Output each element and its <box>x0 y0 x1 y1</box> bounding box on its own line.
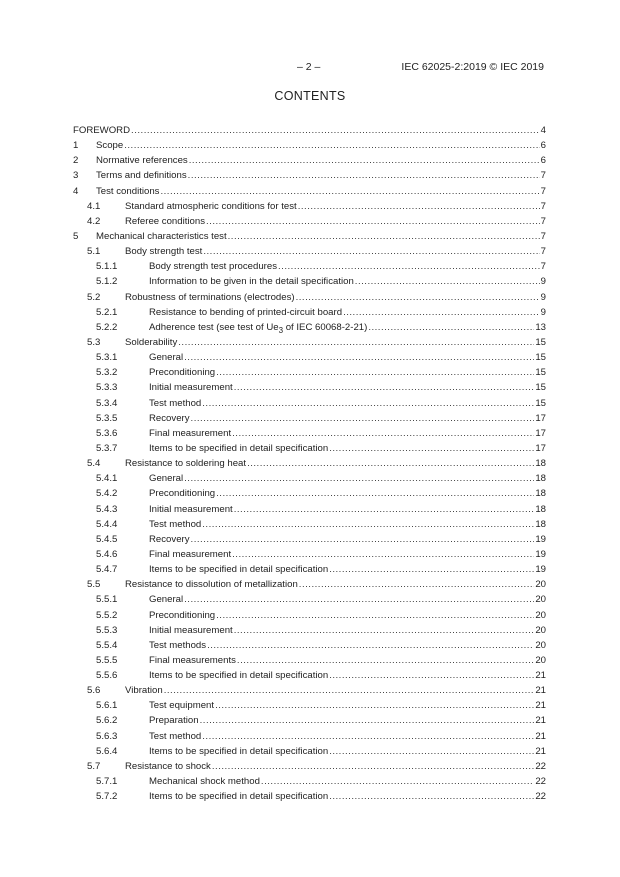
toc-entry-number: 5.6.1 <box>96 700 118 712</box>
toc-entry-page: 15 <box>535 336 546 348</box>
toc-entry-page: 18 <box>535 503 546 515</box>
toc-entry-title: Recovery <box>149 412 190 424</box>
toc-entry-title <box>149 321 367 337</box>
dot-leader <box>207 639 534 652</box>
page-header <box>0 61 620 75</box>
dot-leader <box>215 699 534 712</box>
toc-entry-number: 5.3.2 <box>96 367 118 379</box>
toc-entry[interactable] <box>73 381 546 396</box>
toc-entry-line <box>125 684 546 697</box>
toc-entry[interactable] <box>73 503 546 518</box>
toc-entry-title: General <box>149 352 184 364</box>
toc-entry[interactable] <box>73 169 546 184</box>
toc-entry[interactable] <box>73 669 546 684</box>
toc-entry-line <box>149 714 546 727</box>
dot-leader <box>343 306 540 319</box>
toc-entry-line <box>96 185 546 198</box>
toc-entry-subscript: 3 <box>278 325 284 335</box>
toc-entry-number: 5.5.5 <box>96 654 118 666</box>
toc-entry-page: 15 <box>535 382 546 394</box>
dot-leader <box>184 593 534 606</box>
toc-entry-line <box>149 412 546 425</box>
toc-entry-title: Resistance to dissolution of metallization <box>125 579 298 591</box>
toc-entry[interactable] <box>73 200 546 215</box>
toc-entry-number: 5.3.7 <box>96 442 118 454</box>
dot-leader <box>216 366 534 379</box>
toc-entry-page: 7 <box>540 246 546 258</box>
toc-entry-title-tail: of IEC 60068-2-21) <box>283 321 368 333</box>
toc-entry-page: 20 <box>535 594 546 606</box>
toc-entry-page: 21 <box>535 700 546 712</box>
toc-entry-page: 22 <box>535 760 546 772</box>
toc-entry-number: 5.5 <box>87 579 101 591</box>
dot-leader <box>329 745 534 758</box>
dot-leader <box>164 684 535 697</box>
toc-entry[interactable] <box>73 775 546 790</box>
toc-entry[interactable] <box>73 124 546 139</box>
toc-entry-page: 19 <box>535 533 546 545</box>
toc-entry-line <box>149 321 546 337</box>
toc-entry-page: 22 <box>535 776 546 788</box>
toc-entry-page: 20 <box>535 639 546 651</box>
toc-entry-title: Terms and definitions <box>96 170 187 182</box>
toc-entry[interactable] <box>73 230 546 245</box>
toc-entry[interactable] <box>73 397 546 412</box>
toc-entry-title: Initial measurement <box>149 624 233 636</box>
toc-entry-line <box>125 215 546 228</box>
toc-entry-number: 5.6.4 <box>96 745 118 757</box>
toc-entry[interactable] <box>73 351 546 366</box>
toc-entry-line <box>149 442 546 455</box>
toc-entry-line <box>125 245 546 258</box>
toc-entry-number: 5.4.3 <box>96 503 118 515</box>
toc-entry-page: 21 <box>535 745 546 757</box>
toc-entry-title: Vibration <box>125 685 163 697</box>
toc-entry-number: 5.6 <box>87 685 101 697</box>
toc-entry-line <box>149 624 546 637</box>
toc-entry-line <box>149 427 546 440</box>
toc-entry-title: Resistance to soldering heat <box>125 458 247 470</box>
toc-entry-title: Information to be given in the detail specification <box>149 276 354 288</box>
toc-entry-number: 5.3.6 <box>96 427 118 439</box>
dot-leader <box>131 124 540 137</box>
toc-entry-line <box>149 669 546 682</box>
toc-entry-title: Robustness of terminations (electrodes) <box>125 291 295 303</box>
toc-entry-page: 20 <box>535 609 546 621</box>
toc-entry[interactable] <box>73 518 546 533</box>
toc-entry-page: 19 <box>535 564 546 576</box>
toc-entry-title: Test methods <box>149 639 207 651</box>
toc-entry[interactable] <box>73 442 546 457</box>
toc-entry-line <box>149 639 546 652</box>
toc-entry[interactable] <box>73 684 546 699</box>
toc-entry-line <box>149 472 546 485</box>
toc-entry-page: 7 <box>540 200 546 212</box>
toc-entry-page: 18 <box>535 488 546 500</box>
toc-entry-number: 5.5.1 <box>96 594 118 606</box>
dot-leader <box>299 578 535 591</box>
toc-entry-title: Solderability <box>125 336 178 348</box>
toc-entry-title: Final measurement <box>149 548 232 560</box>
toc-entry-title: Normative references <box>96 155 188 167</box>
dot-leader <box>234 503 535 516</box>
toc-entry-number: 5.4 <box>87 458 101 470</box>
toc-entry-title: Test conditions <box>96 185 160 197</box>
toc-entry-line <box>149 593 546 606</box>
toc-entry-line <box>149 745 546 758</box>
toc-entry[interactable] <box>73 215 546 230</box>
toc-entry-page: 6 <box>540 155 546 167</box>
toc-entry-number: 5.3.1 <box>96 352 118 364</box>
toc-entry-number: 5.5.2 <box>96 609 118 621</box>
toc-entry[interactable] <box>73 639 546 654</box>
toc-entry-page: 4 <box>540 125 546 136</box>
toc-entry-line <box>73 124 546 137</box>
toc-entry-page: 21 <box>535 670 546 682</box>
dot-leader <box>234 624 535 637</box>
dot-leader <box>202 518 534 531</box>
toc-entry-number: 5.1.2 <box>96 276 118 288</box>
toc-entry-page: 18 <box>535 518 546 530</box>
toc-entry[interactable] <box>73 457 546 472</box>
toc-entry-title: Items to be specified in detail specification <box>149 564 329 576</box>
dot-leader <box>188 169 540 182</box>
toc-entry-title: Initial measurement <box>149 382 233 394</box>
toc-entry-title: FOREWORD <box>73 125 131 136</box>
toc-entry-number: 5.3.3 <box>96 382 118 394</box>
toc-entry-line <box>149 397 546 410</box>
toc-entry-page: 9 <box>540 291 546 303</box>
dot-leader <box>124 139 539 152</box>
toc-entry[interactable] <box>73 760 546 775</box>
toc-entry-page: 21 <box>535 730 546 742</box>
toc-entry-title: Test method <box>149 730 202 742</box>
toc-entry-title: Test method <box>149 518 202 530</box>
toc-entry-page: 13 <box>535 321 546 333</box>
toc-entry-number: 5.4.4 <box>96 518 118 530</box>
dot-leader <box>184 351 534 364</box>
dot-leader <box>355 275 540 288</box>
dot-leader <box>329 442 534 455</box>
toc-entry-number: 2 <box>73 155 79 167</box>
toc-entry-number: 5.4.2 <box>96 488 118 500</box>
toc-entry-number: 5.2.2 <box>96 321 118 333</box>
toc-entry[interactable] <box>73 427 546 442</box>
toc-entry-number: 5.7 <box>87 760 101 772</box>
toc-entry-page: 15 <box>535 367 546 379</box>
dot-leader <box>228 230 540 243</box>
toc-entry-number: 5.7.2 <box>96 791 118 803</box>
toc-entry[interactable] <box>73 139 546 154</box>
toc-entry[interactable] <box>73 472 546 487</box>
toc-entry-page: 20 <box>535 579 546 591</box>
toc-entry-line <box>149 775 546 788</box>
toc-entry[interactable] <box>73 336 546 351</box>
toc-entry-title: Items to be specified in detail specification <box>149 791 329 803</box>
toc-entry-line <box>149 366 546 379</box>
dot-leader <box>189 154 540 167</box>
toc-entry-title: Scope <box>96 140 124 152</box>
toc-entry-number: 5.2 <box>87 291 101 303</box>
toc-entry-number: 5.2.1 <box>96 306 118 318</box>
dot-leader <box>184 472 534 485</box>
dot-leader <box>298 200 540 213</box>
toc-entry-page: 9 <box>540 306 546 318</box>
toc-entry-number: 5.5.4 <box>96 639 118 651</box>
toc-entry-page: 19 <box>535 548 546 560</box>
toc-entry-page: 21 <box>535 685 546 697</box>
toc-entry[interactable] <box>73 730 546 745</box>
toc-entry-number: 5 <box>73 230 79 242</box>
toc-entry-page: 18 <box>535 473 546 485</box>
dot-leader <box>232 548 534 561</box>
toc-entry-number: 5.6.3 <box>96 730 118 742</box>
toc-entry[interactable] <box>73 578 546 593</box>
toc-entry-line <box>125 457 546 470</box>
toc-entry-title-part: Adherence test (see test of Ue <box>149 321 279 333</box>
toc-entry-number: 5.3 <box>87 336 101 348</box>
toc-entry-line <box>125 291 546 304</box>
toc-entry[interactable] <box>73 533 546 548</box>
toc-entry[interactable] <box>73 563 546 578</box>
toc-entry-line <box>125 200 546 213</box>
dot-leader <box>202 397 534 410</box>
toc-entry-page: 21 <box>535 715 546 727</box>
toc-entry-title: Body strength test <box>125 246 203 258</box>
toc-entry[interactable] <box>73 366 546 381</box>
toc-entry[interactable] <box>73 593 546 608</box>
toc-entry-line <box>149 730 546 743</box>
toc-entry[interactable] <box>73 154 546 169</box>
toc-entry-line <box>149 654 546 667</box>
toc-entry[interactable] <box>73 790 546 805</box>
toc-entry-number: 5.6.2 <box>96 715 118 727</box>
toc-entry[interactable] <box>73 412 546 427</box>
toc-entry-number: 1 <box>73 140 79 152</box>
dot-leader <box>178 336 534 349</box>
dot-leader <box>329 790 534 803</box>
toc-entry-page: 17 <box>535 412 546 424</box>
dot-leader <box>368 321 534 334</box>
toc-entry-page: 20 <box>535 654 546 666</box>
toc-entry-title: Final measurement <box>149 427 232 439</box>
toc-entry-page: 6 <box>540 140 546 152</box>
toc-entry-title: Preconditioning <box>149 367 216 379</box>
dot-leader <box>232 427 534 440</box>
toc-entry-title: Recovery <box>149 533 190 545</box>
dot-leader <box>247 457 534 470</box>
toc-entry-title: Mechanical shock method <box>149 776 260 788</box>
dot-leader <box>191 412 535 425</box>
dot-leader <box>216 609 534 622</box>
toc-entry-title: Resistance to shock <box>125 760 211 772</box>
toc-entry-line <box>125 760 546 773</box>
dot-leader <box>206 215 540 228</box>
toc-entry-line <box>149 699 546 712</box>
toc-entry[interactable] <box>73 745 546 760</box>
toc-entry-title: General <box>149 594 184 606</box>
toc-entry-page: 15 <box>535 397 546 409</box>
toc-entry-page: 15 <box>535 352 546 364</box>
toc-entry[interactable] <box>73 548 546 563</box>
dot-leader <box>237 654 534 667</box>
table-of-contents <box>73 124 546 805</box>
toc-entry-title: Resistance to bending of printed-circuit board <box>149 306 343 318</box>
toc-entry-title: Items to be specified in detail specification <box>149 442 329 454</box>
toc-entry-number: 5.4.6 <box>96 548 118 560</box>
toc-entry[interactable] <box>73 609 546 624</box>
dot-leader <box>261 775 534 788</box>
toc-entry-line <box>149 518 546 531</box>
toc-entry-number: 5.5.3 <box>96 624 118 636</box>
toc-entry-line <box>149 548 546 561</box>
toc-entry-title: Final measurements <box>149 654 236 666</box>
dot-leader <box>212 760 534 773</box>
toc-entry-line <box>149 790 546 803</box>
toc-entry-page: 7 <box>540 185 546 197</box>
toc-entry-number: 5.3.5 <box>96 412 118 424</box>
toc-entry-number: 5.1 <box>87 246 101 258</box>
toc-entry-page: 20 <box>535 624 546 636</box>
toc-entry[interactable] <box>73 185 546 200</box>
toc-entry-number: 5.4.5 <box>96 533 118 545</box>
toc-entry-page: 7 <box>540 215 546 227</box>
toc-entry-line <box>149 306 546 319</box>
dot-leader <box>200 714 535 727</box>
toc-entry-title: Preparation <box>149 715 199 727</box>
toc-entry-page: 9 <box>540 276 546 288</box>
toc-entry[interactable] <box>73 487 546 502</box>
dot-leader <box>329 669 534 682</box>
toc-entry[interactable] <box>73 699 546 714</box>
toc-entry-line <box>149 381 546 394</box>
toc-entry-number: 4.2 <box>87 215 101 227</box>
toc-entry-title: Initial measurement <box>149 503 233 515</box>
page-number: – 2 – <box>297 61 321 73</box>
toc-entry-line <box>96 169 546 182</box>
toc-entry-title: Referee conditions <box>125 215 205 227</box>
toc-entry-title: Preconditioning <box>149 609 216 621</box>
toc-entry-title: General <box>149 473 184 485</box>
toc-entry-line <box>149 533 546 546</box>
toc-entry-line <box>149 503 546 516</box>
toc-entry-line <box>149 275 546 288</box>
toc-entry-title: Test equipment <box>149 700 215 712</box>
toc-entry[interactable] <box>73 291 546 306</box>
toc-entry-number: 3 <box>73 170 79 182</box>
toc-entry-title: Test method <box>149 397 202 409</box>
toc-entry[interactable] <box>73 321 546 336</box>
toc-entry-line <box>96 154 546 167</box>
toc-entry-number: 5.5.6 <box>96 670 118 682</box>
dot-leader <box>296 291 540 304</box>
toc-entry[interactable] <box>73 245 546 260</box>
toc-entry-title: Items to be specified in detail specification <box>149 670 329 682</box>
toc-entry-number: 5.7.1 <box>96 776 118 788</box>
toc-entry-page: 17 <box>535 427 546 439</box>
toc-entry-line <box>125 578 546 591</box>
toc-entry[interactable] <box>73 624 546 639</box>
toc-entry-page: 7 <box>540 230 546 242</box>
toc-entry-number: 4 <box>73 185 79 197</box>
toc-entry-number: 5.4.1 <box>96 473 118 485</box>
toc-entry-line <box>96 139 546 152</box>
toc-entry-number: 5.4.7 <box>96 564 118 576</box>
dot-leader <box>329 563 534 576</box>
toc-entry[interactable] <box>73 654 546 669</box>
dot-leader <box>160 185 539 198</box>
toc-entry-number: 4.1 <box>87 200 101 212</box>
toc-entry-title: Preconditioning <box>149 488 216 500</box>
toc-entry-title: Mechanical characteristics test <box>96 230 227 242</box>
standard-reference: IEC 62025-2:2019 © IEC 2019 <box>401 61 544 73</box>
toc-entry-line <box>149 609 546 622</box>
toc-entry-title: Body strength test procedures <box>149 261 277 273</box>
toc-entry-number: 5.3.4 <box>96 397 118 409</box>
toc-entry-line <box>149 563 546 576</box>
toc-entry-number: 5.1.1 <box>96 261 118 273</box>
toc-entry-title: Standard atmospheric conditions for test <box>125 200 297 212</box>
toc-entry[interactable] <box>73 714 546 729</box>
toc-entry-line <box>149 260 546 273</box>
toc-entry[interactable] <box>73 306 546 321</box>
toc-entry-title: Items to be specified in detail specification <box>149 745 329 757</box>
dot-leader <box>278 260 540 273</box>
toc-entry-page: 17 <box>535 442 546 454</box>
dot-leader <box>234 381 535 394</box>
toc-entry-page: 22 <box>535 791 546 803</box>
dot-leader <box>191 533 535 546</box>
toc-entry[interactable] <box>73 260 546 275</box>
dot-leader <box>202 730 534 743</box>
toc-entry-page: 18 <box>535 458 546 470</box>
toc-entry-line <box>125 336 546 349</box>
toc-entry-line <box>96 230 546 243</box>
dot-leader <box>216 487 534 500</box>
toc-entry-line <box>149 351 546 364</box>
page-title: CONTENTS <box>274 89 346 103</box>
toc-entry[interactable] <box>73 275 546 290</box>
toc-entry-page: 7 <box>540 261 546 273</box>
toc-entry-line <box>149 487 546 500</box>
dot-leader <box>203 245 539 258</box>
toc-entry-page: 7 <box>540 170 546 182</box>
